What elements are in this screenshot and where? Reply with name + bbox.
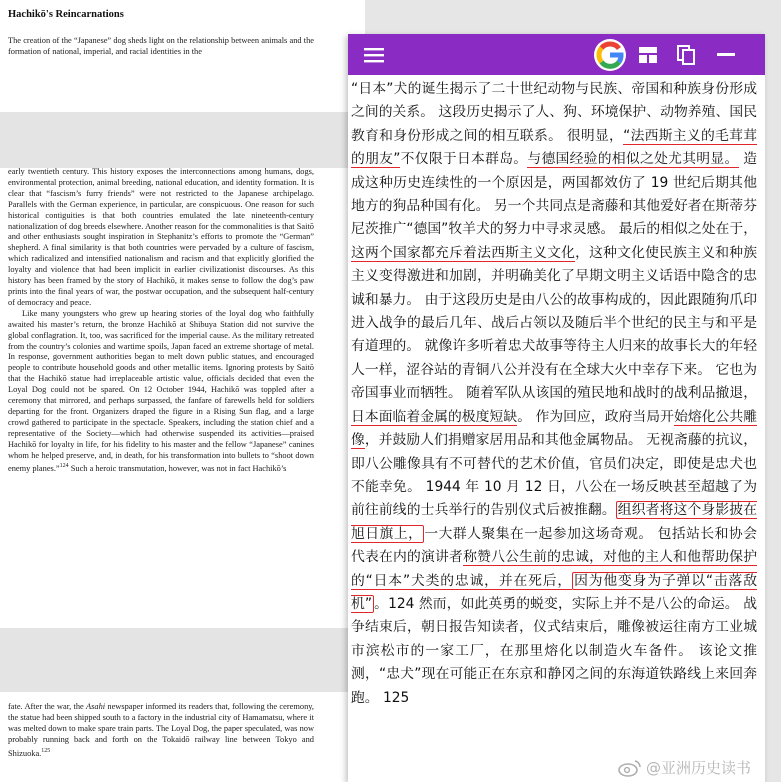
text-segment: 造成这种历史连续性的一个原因是，两国都效仿了 19 世纪后期其他地方的狗品种国有化。 另一个共同点是斋藤和其他爱好者在斯蒂芬尼茨推广“德国”牧羊犬的努力中寻求灵感。 最后的相似之处在于， <box>351 151 758 238</box>
text-segment: 。 作为回应，政府当局开 <box>517 408 674 425</box>
text-segment: ，并鼓励人们捐赠家居用品和其他金属物品。 无视斋藤的抗议，即八公雕像具有不可替代的艺术价值，官员们决定，即使是忠犬也不能幸免。 1944 年 10 月 12 日，八公在一场反映甚至超越了为前往前线的士兵举行的告别仪式后被推翻。 <box>351 432 758 519</box>
highlighted-phrase: “法西斯主义的毛茸茸的朋友” <box>351 127 757 168</box>
footnote-ref[interactable]: 125 <box>41 747 51 754</box>
text-segment: 。124 然而，如此英勇的蜕变，实际上并不是八公的命运。 战争结束后，朝日报告知读者，仪式结束后，雕像被运往南方工业城市滨松市的一家工厂，在那里熔化以制造火车备件。 该论文推测，“忠犬”现在可能正在东京和静冈之间的东海道铁路线上来回奔跑。 125 <box>351 595 757 706</box>
boxed-phrase: 因为他变身为子弹以“击落敌机” <box>351 572 757 612</box>
highlighted-phrase: 这两个国家都充斥着法西斯主义文化 <box>351 244 576 261</box>
highlighted-phrase: 与德国经验的相似之处尤其明显。 <box>527 151 739 168</box>
minimize-icon[interactable] <box>714 34 738 75</box>
text-segment: 不仅限于日本群岛。 <box>400 151 528 168</box>
pdf-page <box>0 0 365 782</box>
boxed-phrase: 组织者将这个身影披在旭日旗上， <box>351 502 758 542</box>
highlighted-phrase: 称赞八公生前的忠诚，对他的主人和他帮助保护的“日本”犬类的忠诚，并在死后， <box>351 549 758 589</box>
toolbar <box>348 34 765 75</box>
pdf-paragraph-middle <box>8 167 314 475</box>
page-gap <box>0 628 365 692</box>
translation-content[interactable] <box>348 75 765 782</box>
highlighted-phrase: 日本面临着金属的极度短缺 <box>351 408 518 425</box>
text-segment: ，这种文化使民族主义和种族主义变得激进和加剧，并明确美化了早期文明主义话语中隐含的忠诚和暴力。 由于这段历史是由八公的故事构成的，因此跟随狗爪印进入战争的最后几年、战后占领以及随后半个世纪的民主与和平是有道理的。 就像许多听着忠犬故事等待主人归来的故事长大的年轻人一样，涩谷站的青铜八公并没有在全球大火中幸存下来。 它也为帝国事业而牺牲。 随着军队从该国的殖民地和战时的战利品撤退， <box>351 244 758 402</box>
text-segment: 一大群人聚集在一起参加这场奇观。 包括站长和协会代表在内的演讲者 <box>351 525 757 566</box>
layout-icon[interactable] <box>636 34 660 75</box>
pdf-title: Hachikō's Reincarnations <box>8 9 124 20</box>
footnote-ref[interactable]: 124 <box>59 463 69 470</box>
text-segment: “日本”犬的诞生揭示了二十世纪动物与民族、帝国和种族身份形成之间的关系。 这段历史揭示了人、狗、环境保护、动物养殖、国民教育和身份形成之间的相互联系。 很明显， <box>351 81 757 144</box>
copy-icon[interactable] <box>674 34 698 75</box>
watermark-text: @亚洲历史读书 <box>645 759 751 777</box>
page-gap <box>0 112 365 168</box>
google-g-icon[interactable] <box>592 34 628 75</box>
watermark <box>618 757 751 778</box>
weibo-icon <box>618 759 642 777</box>
pdf-text: newspaper informed its readers that, following the ceremony, the statue had been shipped south to a factory in the industrial city of Hamamatsu, where it was melted down to make spare train parts. The Loyal Dog, the paper speculated, was now probably running back and forth on the Tokaidō railway line between Tokyo and Shizuoka. <box>8 702 314 758</box>
translated-text <box>348 75 765 710</box>
pdf-paragraph-top: The creation of the “Japanese” dog sheds light on the relationship between animals and the formation of national, imperial, and racial identities in the <box>8 36 314 56</box>
pdf-paragraph-1: early twentieth century. This history exposes the interconnections among humans, dogs, environmental protection, animal breeding, national education, and identity formation. It is clear that “fascism’s furry friends” were not restricted to the Japanese archipelago. Parallels with the German experience, in particular, are conspicuous. One reason for such historical contiguities is that both countries emulated the late nineteenth-century nationalization of dog breeds elsewhere. Another reason for the commonalities is that Saitō and other enthusiasts sought inspiration in Stephanitz’s efforts to promote the “German” shepherd. A final similarity is that both countries were pervaded by a culture of fascism, which radicalized and intensified nationalism and racism and that explicitly glorified the loyalty and violence that had been implicit in earlier civilizationist discourses. As this history has been framed by the story of Hachikō, it makes sense to follow the dog’s paw prints into the final years of war, the postwar occupation, and the subsequent half-century of democracy and peace. <box>8 167 314 307</box>
pdf-paragraph-bottom <box>8 702 314 759</box>
translation-window <box>348 34 765 782</box>
pdf-text: fate. After the war, the <box>8 702 87 711</box>
pdf-paragraph-2-tail: Such a heroic transmutation, however, was not in fact Hachikō’s <box>68 464 287 474</box>
pdf-paragraph-2: Like many youngsters who grew up hearing stories of the loyal dog who faithfully awaited his master’s return, the bronze Hachikō at Shibuya Station did not survive the global conflagration. It, too, was sacrificed for the imperial cause. As the military retreated from the country’s colonies and wartime spoils, Japan faced an extreme shortage of metal. In response, government authorities began to melt down public statues, and encouraged people to contribute household goods and other metallic items. Ignoring protests by Saitō that the Hachikō statue had irreplaceable artistic value, officials decided that even the Loyal Dog could not be spared. On 12 October 1944, Hachikō was toppled after a ceremony that mirrored, and perhaps surpassed, the fanfare of farewells held for soldiers departing for the front. Organizers draped the figure in a Rising Sun flag, and a large crowd gathered to participate in the spectacle. Speakers, including the station chief and a representative of the Society—which had otherwise suspended its activities—praised Hachikō for loyalty in life, for his fidelity to his master and the fellow “Japanese” canines whom he helped preserve, and, in death, for his transformation into bullets to “shoot down enemy planes.” <box>8 308 314 474</box>
menu-icon[interactable] <box>362 34 386 75</box>
highlighted-phrase: 始熔化公共雕像 <box>351 408 758 449</box>
pdf-italic-text: Asahi <box>86 702 106 711</box>
